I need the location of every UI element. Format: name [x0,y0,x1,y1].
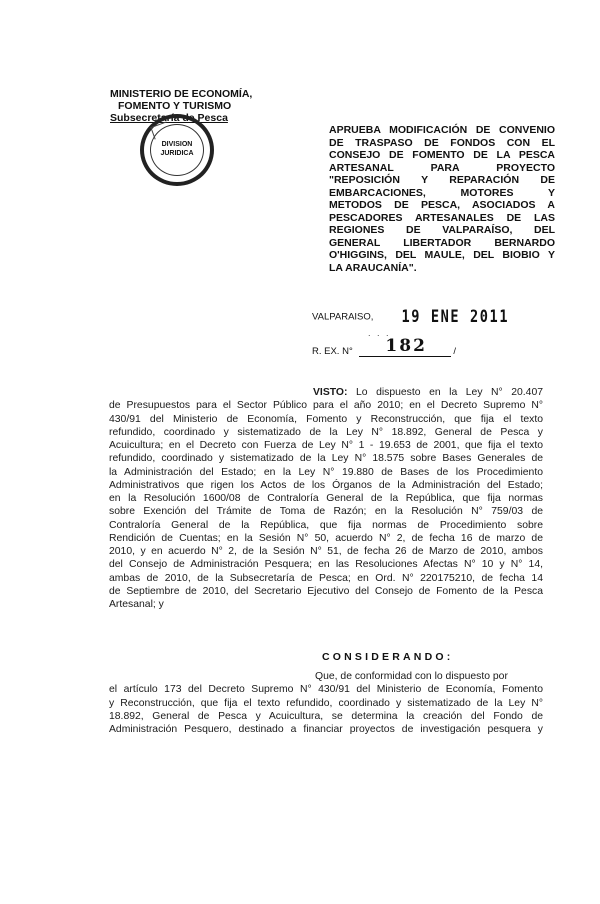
visto-line: Administrativos que rigen los Actos de los Órganos de la Administración del Estado; [109,479,543,491]
stamp-line-1: DIVISION [161,141,193,148]
considerando-line: y Reconstrucción, que fija el texto refundido, coordinado y sistematizado de la Ley N° [109,697,543,709]
visto-line: 2010, y en acuerdo N° 2, de la Sesión N° 51, de fecha 26 de Marzo de 2010, ambos [109,546,543,557]
visto-section [109,386,543,611]
visto-line: de Presupuestos para el Sector Público para el año 2010; en el Decreto Supremo N° [109,400,543,412]
summary-line: LA ARAUCANÍA". [329,261,417,274]
considerando-line: Administración Pesquero, destinado a financiar proyectos de investigación pesquera y [109,724,543,735]
resolution-number-value: 182 [385,336,427,356]
summary-line: REGIONES DE VALPARAÍSO, DEL [329,224,555,236]
visto-line: refundido, coordinado y sistematizado de la Ley N° 18.892, General de Pesca y [109,426,543,438]
dateline-place: VALPARAISO, [312,311,374,323]
summary-line: O'HIGGINS, DEL MAULE, DEL BIOBIO Y [329,249,555,261]
considerando-line: el artículo 173 del Decreto Supremo N° 430/91 del Ministerio de Economía, Fomento [109,684,543,696]
ministry-line-2: FOMENTO Y TURISMO [118,100,232,112]
summary-line: "REPOSICIÓN Y REPARACIÓN DE [329,174,555,186]
dotted-mark: . . . [368,328,391,338]
summary-line: PESCADORES ARTESANALES DE LAS [329,211,555,224]
stamp-text [144,140,210,158]
official-seal-stamp-icon [140,114,214,186]
summary-line: DE TRASPASO DE FONDOS CON EL [329,136,555,149]
summary-line: ARTESANAL PARA PROYECTO [329,161,555,174]
summary-line: EMBARCACIONES, MOTORES Y [329,186,555,199]
visto-line: refundido, coordinado y sistematizado de la Ley N° 18.575 sobre Bases Generales de [109,453,543,465]
considerando-heading: CONSIDERANDO: [322,651,454,663]
visto-line: sobre Exención del Trámite de Toma de Razón; en la Resolución N° 759/03 de [109,506,543,518]
visto-line: de Septiembre de 2010, del Secretario Ejecutivo del Consejo de Fomento de la Pesca [109,585,543,597]
visto-line: la Administración del Estado; en la Ley N° 19.880 de Bases de los Procedimiento [109,466,543,478]
visto-line: Lo dispuesto en la Ley N° 20.407 [355,387,543,398]
visto-line: ambas de 2010, de la Subsecretaría de Pesca; en Ord. N° 220175210, de fecha 14 [109,572,543,584]
ministry-line-3: Subsecretaría de Pesca [110,112,228,124]
considerando-section [109,670,543,736]
visto-line: Contraloría General de la República, que fija normas de Procedimiento sobre [109,519,543,531]
summary-line: APRUEBA MODIFICACIÓN DE CONVENIO [329,124,555,136]
summary-line: METODOS DE PESCA, ASOCIADOS A [329,199,555,211]
visto-line: del Consejo de Administración Pesquera; en las Resoluciones Afectas N° 10 y N° 14, [109,559,543,571]
considerando-line: 18.892, General de Pesca y Acuicultura, se determina la creación del Fondo de [109,710,543,722]
summary-line: CONSEJO DE FOMENTO DE LA PESCA [329,149,555,161]
visto-line: Acuicultura; en el Decreto con Fuerza de Ley N° 1 - 19.653 de 2001, que fija el texto [109,440,543,451]
ministry-line-1: MINISTERIO DE ECONOMÍA, [110,88,253,100]
visto-line: en la Resolución 1600/08 de Contraloría General de la República, que fija normas [109,493,543,504]
dateline-date-stamp: 19 ENE 2011 [401,307,510,327]
resolution-summary [329,124,555,274]
visto-line: Rendición de Cuentas; en la Sesión N° 50, acuerdo N° 2, de fecha 16 de marzo de [109,532,543,544]
visto-first-line [109,386,543,399]
visto-heading: VISTO: [313,387,348,398]
visto-line: 430/91 del Ministerio de Economía, Fomento y Reconstrucción, que fija el texto [109,413,543,425]
considerando-line: Que, de conformidad con lo dispuesto por [315,671,508,682]
stamp-line-2: JURIDICA [160,150,194,157]
resolution-slash: / [453,346,457,357]
summary-line: GENERAL LIBERTADOR BERNARDO [329,236,555,249]
resolution-label: R. EX. N° [312,346,353,357]
visto-line: Artesanal; y [109,599,164,610]
resolution-number [312,336,457,357]
resolution-number-line [359,336,451,357]
dateline [312,307,523,327]
